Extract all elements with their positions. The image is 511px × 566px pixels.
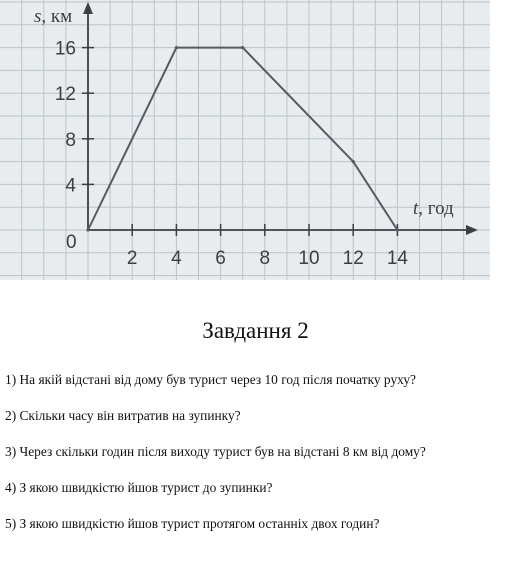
series-point [241, 46, 244, 49]
series-point [175, 46, 178, 49]
x-tick-label: 8 [259, 248, 271, 269]
x-tick-label: 4 [171, 248, 182, 269]
y-tick-label: 8 [65, 129, 76, 151]
y-tick-label: 4 [65, 175, 76, 197]
x-tick-label: 14 [386, 248, 408, 269]
question-item: 4) З якою швидкістю йшов турист до зупинки? [5, 480, 273, 495]
distance-time-chart [0, 0, 490, 280]
y-tick-label: 12 [54, 84, 76, 106]
question-item: 2) Скільки часу він витратив на зупинку? [5, 408, 241, 423]
task-title: Завдання 2 [202, 318, 309, 343]
series-point [396, 228, 399, 231]
y-tick-label: 16 [54, 38, 76, 60]
question-item: 1) На якій відстані від дому був турист через 10 год після початку руху? [5, 372, 416, 387]
question-item: 5) З якою швидкістю йшов турист протягом останніх двох годин? [5, 516, 380, 531]
x-tick-label: 6 [215, 248, 226, 269]
x-tick-label: 2 [126, 248, 138, 269]
series-point [352, 160, 355, 163]
question-list [5, 370, 505, 550]
x-tick-label: 10 [298, 248, 320, 269]
x-tick-label: 12 [342, 248, 364, 269]
series-point [86, 228, 89, 231]
x-axis-label: t, год [413, 198, 454, 219]
origin-label: 0 [66, 232, 77, 253]
question-item: 3) Через скільки годин після виходу турист був на відстані 8 км від дому? [5, 444, 426, 459]
y-axis-label: s, км [34, 6, 73, 27]
